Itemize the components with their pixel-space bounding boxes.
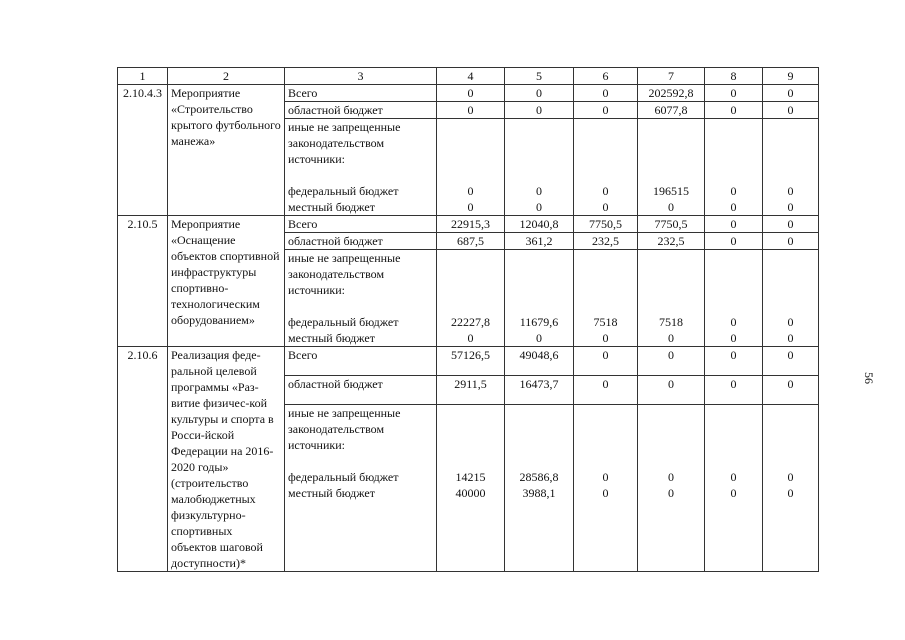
value-cell: 0 [705, 233, 763, 250]
value-cell: 0 [763, 85, 819, 102]
header-cell: 5 [505, 68, 574, 85]
value-cell: 0 [505, 102, 574, 119]
budget-table [117, 67, 819, 572]
header-cell: 9 [763, 68, 819, 85]
value-cell: 0 [705, 85, 763, 102]
value-cell: 0 [763, 102, 819, 119]
value-cell: 0 [638, 347, 705, 376]
header-cell: 6 [574, 68, 638, 85]
value-cell: 7518 0 [638, 250, 705, 347]
value-cell: 0 [574, 347, 638, 376]
funding-source-label: Всего [285, 216, 437, 233]
header-cell: 4 [437, 68, 505, 85]
value-cell: 0 0 [505, 119, 574, 216]
value-cell: 11679,6 0 [505, 250, 574, 347]
value-cell: 7750,5 [574, 216, 638, 233]
value-cell: 6077,8 [638, 102, 705, 119]
value-cell: 22915,3 [437, 216, 505, 233]
value-cell: 361,2 [505, 233, 574, 250]
page-number: 56 [862, 372, 876, 384]
header-cell: 3 [285, 68, 437, 85]
funding-source-label: иные не запрещенные законодательством источники: федеральный бюджет местный бюджет [285, 405, 437, 572]
value-cell: 0 [763, 376, 819, 405]
value-cell: 49048,6 [505, 347, 574, 376]
value-cell: 0 [705, 216, 763, 233]
table-body [118, 85, 819, 572]
value-cell: 0 [705, 376, 763, 405]
value-cell: 0 [705, 102, 763, 119]
header-cell: 7 [638, 68, 705, 85]
value-cell: 14215 40000 [437, 405, 505, 572]
value-cell: 0 [574, 376, 638, 405]
value-cell: 2911,5 [437, 376, 505, 405]
value-cell: 0 [505, 85, 574, 102]
header-cell: 8 [705, 68, 763, 85]
value-cell: 0 0 [638, 405, 705, 572]
value-cell: 0 0 [705, 250, 763, 347]
funding-source-label: Всего [285, 85, 437, 102]
value-cell: 0 0 [574, 119, 638, 216]
value-cell: 202592,8 [638, 85, 705, 102]
funding-source-label: областной бюджет [285, 102, 437, 119]
section-name: Мероприятие «Оснащение объектов спортивной инфраструктуры спортивно-технологическим оборудованием» [168, 216, 285, 347]
funding-source-label: иные не запрещенные законодательством источники: федеральный бюджет местный бюджет [285, 119, 437, 216]
table-row [118, 347, 819, 376]
value-cell: 0 [705, 347, 763, 376]
value-cell: 0 0 [763, 250, 819, 347]
value-cell: 12040,8 [505, 216, 574, 233]
value-cell: 0 0 [763, 119, 819, 216]
table-header-row [118, 68, 819, 85]
value-cell: 0 [763, 347, 819, 376]
value-cell: 0 [437, 102, 505, 119]
table-row [118, 216, 819, 233]
value-cell: 0 0 [574, 405, 638, 572]
funding-source-label: иные не запрещенные законодательством источники: федеральный бюджет местный бюджет [285, 250, 437, 347]
header-cell: 1 [118, 68, 168, 85]
value-cell: 7518 0 [574, 250, 638, 347]
table-row [118, 85, 819, 102]
section-name: Реализация феде-ральной целевой программы «Раз-витие физичес-кой культуры и спорта в Росси-йской Федерации на 2016- 2020 годы» (строительство малобюджетных физкультурно-спортивных объектов шаговой доступности)* [168, 347, 285, 572]
value-cell: 22227,8 0 [437, 250, 505, 347]
value-cell: 0 [638, 376, 705, 405]
value-cell: 16473,7 [505, 376, 574, 405]
section-code: 2.10.6 [118, 347, 168, 572]
section-name: Мероприятие «Строительство крытого футбольного манежа» [168, 85, 285, 216]
value-cell: 28586,8 3988,1 [505, 405, 574, 572]
value-cell: 7750,5 [638, 216, 705, 233]
value-cell: 0 0 [705, 405, 763, 572]
value-cell: 687,5 [437, 233, 505, 250]
header-cell: 2 [168, 68, 285, 85]
funding-source-label: Всего [285, 347, 437, 376]
value-cell: 0 0 [437, 119, 505, 216]
value-cell: 0 [437, 85, 505, 102]
funding-source-label: областной бюджет [285, 376, 437, 405]
value-cell: 232,5 [574, 233, 638, 250]
value-cell: 232,5 [638, 233, 705, 250]
value-cell: 0 [763, 233, 819, 250]
value-cell: 57126,5 [437, 347, 505, 376]
value-cell: 196515 0 [638, 119, 705, 216]
value-cell: 0 [763, 216, 819, 233]
funding-source-label: областной бюджет [285, 233, 437, 250]
value-cell: 0 [574, 85, 638, 102]
value-cell: 0 0 [705, 119, 763, 216]
section-code: 2.10.4.3 [118, 85, 168, 216]
value-cell: 0 0 [763, 405, 819, 572]
value-cell: 0 [574, 102, 638, 119]
section-code: 2.10.5 [118, 216, 168, 347]
